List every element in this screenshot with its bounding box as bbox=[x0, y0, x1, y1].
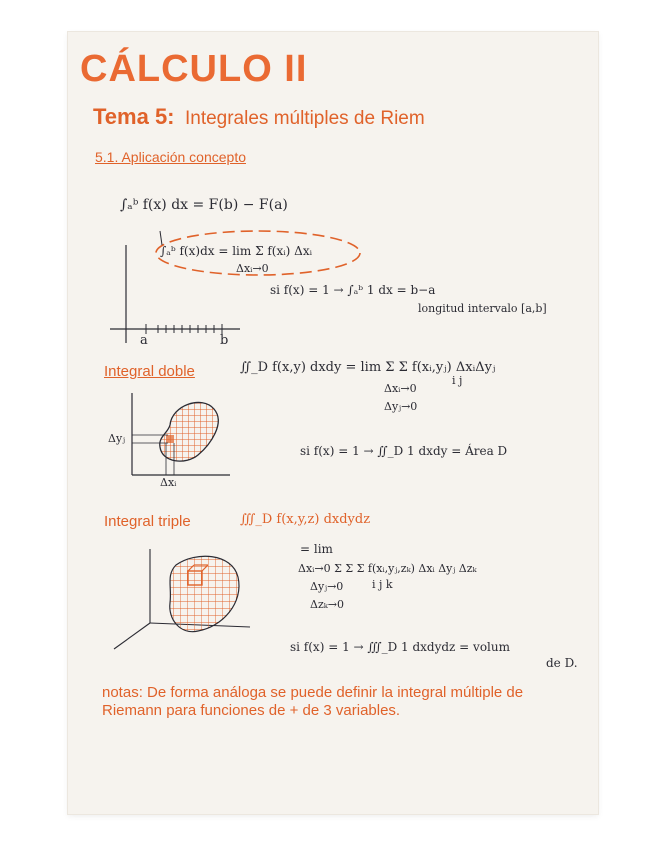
volume-formula-tail: de D. bbox=[546, 656, 578, 670]
topic-number: Tema 5: bbox=[93, 104, 175, 129]
triple-integral-sketch bbox=[110, 545, 260, 655]
triple-lim: = lim bbox=[300, 542, 333, 556]
triple-sum-indices: i j k bbox=[372, 578, 393, 591]
triple-sum-row: Δxᵢ→0 Σ Σ Σ f(xᵢ,yⱼ,zₖ) Δxᵢ Δyⱼ Δzₖ bbox=[298, 562, 477, 575]
riemann-sum-formula: ∫ₐᵇ f(x)dx = lim Σ f(xᵢ) Δxᵢ bbox=[160, 244, 313, 258]
triple-integral-label: Integral triple bbox=[104, 513, 191, 530]
topic-heading bbox=[93, 104, 425, 130]
topic-title: Integrales múltiples de Riem bbox=[184, 108, 425, 129]
x-axis bbox=[114, 623, 150, 649]
triple-limit-z: Δzₖ→0 bbox=[310, 598, 344, 611]
area-formula: si f(x) = 1 → ∬_D 1 dxdy = Área D bbox=[300, 444, 508, 458]
volume-formula: si f(x) = 1 → ∭_D 1 dxdydz = volum bbox=[290, 640, 511, 654]
pointer-tick bbox=[160, 231, 162, 245]
triple-integral-formula: ∭_D f(x,y,z) dxdydz bbox=[240, 512, 371, 527]
solid-region bbox=[170, 556, 239, 631]
axis-label-a: a bbox=[140, 333, 148, 348]
triple-limit-y: Δyⱼ→0 bbox=[310, 580, 344, 593]
simple-integral-formula: ∫ₐᵇ f(x) dx = F(b) − F(a) bbox=[120, 197, 288, 213]
double-integral-sketch bbox=[110, 385, 240, 485]
delta-x-label: Δxᵢ bbox=[160, 476, 177, 489]
axis-label-b: b bbox=[220, 333, 229, 348]
page-title: CÁLCULO II bbox=[80, 48, 308, 90]
double-sum-indices: i j bbox=[452, 374, 463, 387]
double-integral-formula: ∬_D f(x,y) dxdy = lim Σ Σ f(xᵢ,yⱼ) ΔxᵢΔyⱼ bbox=[240, 360, 496, 375]
section-subtitle: 5.1. Aplicación concepto bbox=[95, 149, 246, 165]
region-d bbox=[160, 402, 219, 461]
length-note: longitud intervalo [a,b] bbox=[418, 302, 547, 315]
double-limit-y: Δyⱼ→0 bbox=[384, 400, 418, 413]
riemann-sum-limit: Δxᵢ→0 bbox=[236, 262, 269, 275]
length-formula: si f(x) = 1 → ∫ₐᵇ 1 dx = b−a bbox=[270, 283, 436, 297]
double-integral-label: Integral doble bbox=[104, 363, 195, 380]
cell-highlight bbox=[166, 435, 174, 443]
double-limit-x: Δxᵢ→0 bbox=[384, 382, 417, 395]
delta-y-label: Δyⱼ bbox=[108, 432, 126, 445]
closing-note: notas: De forma análoga se puede definir la integral múltiple de Riemann para funciones de + de 3 variables. bbox=[102, 684, 524, 719]
